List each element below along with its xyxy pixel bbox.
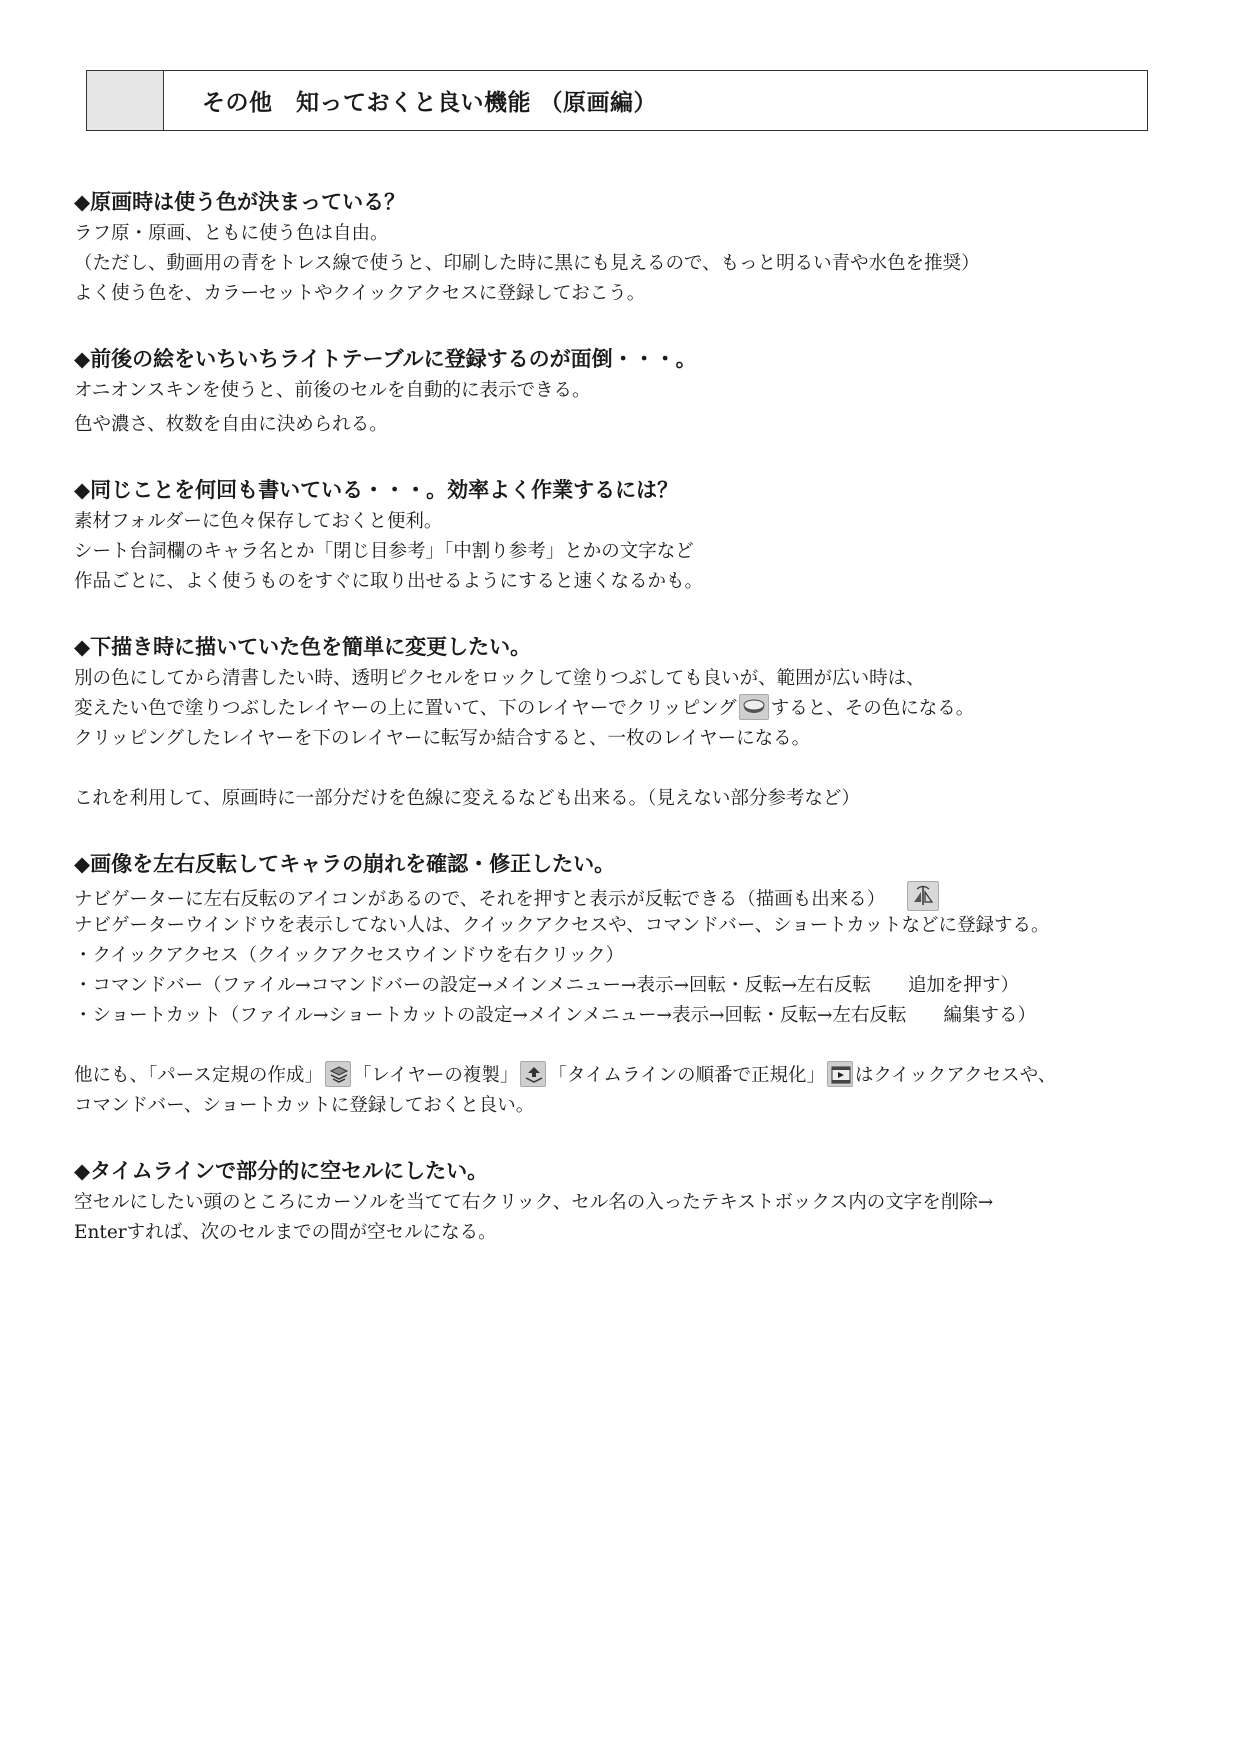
paragraph-line: 色や濃さ、枚数を自由に決められる。 [74, 414, 388, 435]
section-heading: ◆下描き時に描いていた色を簡単に変更したい。 [74, 635, 532, 659]
paragraph-line: クリッピングしたレイヤーを下のレイヤーに転写か結合すると、一枚のレイヤーになる。 [74, 728, 811, 749]
section-heading: ◆タイムラインで部分的に空セルにしたい。 [74, 1159, 489, 1183]
section-onion-skin [74, 342, 1184, 440]
spacer [74, 1031, 1184, 1061]
clipping-icon [739, 694, 769, 720]
timeline-normalize-icon [827, 1061, 853, 1087]
section-heading: ◆前後の絵をいちいちライトテーブルに登録するのが面倒・・・。 [74, 347, 697, 371]
section-change-color [74, 630, 1184, 814]
paragraph-text: 「レイヤーの複製」 [352, 1065, 519, 1086]
paragraph-line: よく使う色を、カラーセットやクイックアクセスに登録しておこう。 [74, 283, 646, 304]
paragraph-line: 作品ごとに、よく使うものをすぐに取り出せるようにすると速くなるかも。 [74, 571, 704, 592]
section-materials [74, 473, 1184, 597]
paragraph-text: ナビゲーターに左右反転のアイコンがあるので、それを押すと表示が反転できる（描画も出来る） [74, 889, 886, 910]
paragraph-text: すると、その色になる。 [770, 698, 975, 719]
paragraph-line: Enterすれば、次のセルまでの間が空セルになる。 [74, 1222, 497, 1243]
paragraph-line: （ただし、動画用の青をトレス線で使うと、印刷した時に黒にも見えるので、もっと明るい青や水色を推奨） [74, 253, 980, 274]
paragraph-line: 空セルにしたい頭のところにカーソルを当てて右クリック、セル名の入ったテキストボックス内の文字を削除→ [74, 1192, 994, 1213]
paragraph-line [74, 881, 1184, 911]
paragraph-line: ・クイックアクセス（クイックアクセスウインドウを右クリック） [74, 945, 625, 966]
page-title: その他 知っておくと良い機能 （原画編） [202, 90, 658, 116]
paragraph-line: 別の色にしてから清書したい時、透明ピクセルをロックして塗りつぶしても良いが、範囲が広い時は、 [74, 668, 925, 689]
section-empty-cell [74, 1154, 1184, 1248]
paragraph-line: オニオンスキンを使うと、前後のセルを自動的に表示できる。 [74, 380, 591, 401]
section-heading: ◆原画時は使う色が決まっている？ [74, 190, 406, 214]
paragraph-text: 変えたい色で塗りつぶしたレイヤーの上に置いて、下のレイヤーでクリッピング [74, 698, 737, 719]
paragraph-line: ラフ原・原画、ともに使う色は自由。 [74, 223, 389, 244]
paragraph-line: ナビゲーターウインドウを表示してない人は、クイックアクセスや、コマンドバー、ショートカットなどに登録する。 [74, 915, 1050, 936]
paragraph-line: 素材フォルダーに色々保存しておくと便利。 [74, 511, 443, 532]
paragraph-line: コマンドバー、ショートカットに登録しておくと良い。 [74, 1095, 535, 1116]
paragraph-line [74, 694, 1184, 724]
paragraph-line: ・ショートカット（ファイル→ショートカットの設定→メインメニュー→表示→回転・反転→左右反転 編集する） [74, 1005, 1036, 1026]
paragraph-line: シート台詞欄のキャラ名とか「閉じ目参考」「中割り参考」とかの文字など [74, 541, 694, 562]
document-body [74, 185, 1184, 1281]
section-heading: ◆同じことを何回も書いている・・・。効率よく作業するには？ [74, 478, 679, 502]
section-flip [74, 847, 1184, 1121]
paragraph-text: はクイックアクセスや、 [854, 1065, 1057, 1086]
paragraph-line: これを利用して、原画時に一部分だけを色線に変えるなども出来る。（見えない部分参考など） [74, 788, 860, 809]
title-box-marker [87, 71, 164, 130]
perspective-ruler-icon [325, 1061, 351, 1087]
paragraph-line: ・コマンドバー（ファイル→コマンドバーの設定→メインメニュー→表示→回転・反転→左右反転 追加を押す） [74, 975, 1019, 996]
section-heading: ◆画像を左右反転してキャラの崩れを確認・修正したい。 [74, 852, 616, 876]
paragraph-line [74, 1061, 1184, 1091]
flip-horizontal-icon [907, 881, 939, 911]
duplicate-layer-icon [520, 1061, 546, 1087]
spacer [74, 754, 1184, 784]
paragraph-text: 他にも、「パース定規の作成」 [74, 1065, 323, 1086]
title-box [86, 70, 1148, 131]
paragraph-text: 「タイムラインの順番で正規化」 [548, 1065, 825, 1086]
section-colors [74, 185, 1184, 309]
